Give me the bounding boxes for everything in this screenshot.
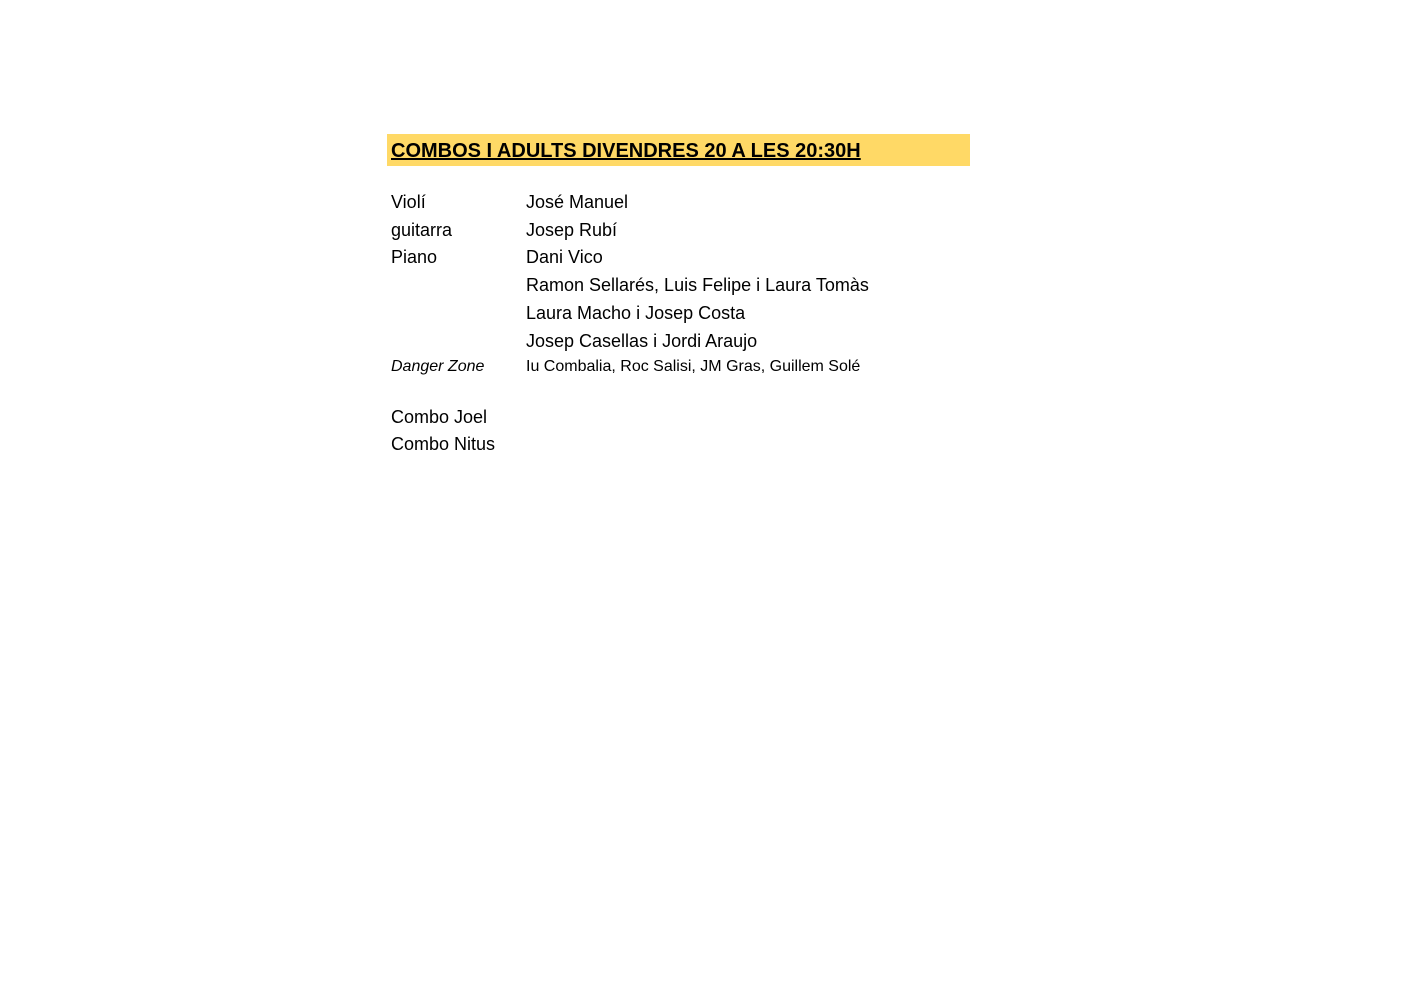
combo-label: Combo Nitus: [391, 434, 496, 454]
combo-label: Combo Joel: [391, 407, 488, 427]
instrument-label: guitarra: [391, 220, 453, 240]
title-highlight: [387, 134, 970, 166]
performer-name: Laura Macho i Josep Costa: [526, 303, 746, 323]
performer-name: Iu Combalia, Roc Salisi, JM Gras, Guillem Solé: [526, 358, 861, 375]
instrument-label: Piano: [391, 247, 438, 267]
performer-name: Ramon Sellarés, Luis Felipe i Laura Tomàs: [526, 275, 869, 295]
performer-name: Dani Vico: [526, 247, 603, 267]
performer-name: Josep Rubí: [526, 220, 618, 240]
performer-name: José Manuel: [526, 192, 629, 212]
instrument-label: Violí: [391, 192, 426, 212]
page-title: COMBOS I ADULTS DIVENDRES 20 A LES 20:30H: [391, 140, 861, 162]
group-label: Danger Zone: [391, 358, 485, 375]
performer-name: Josep Casellas i Jordi Araujo: [526, 331, 758, 351]
